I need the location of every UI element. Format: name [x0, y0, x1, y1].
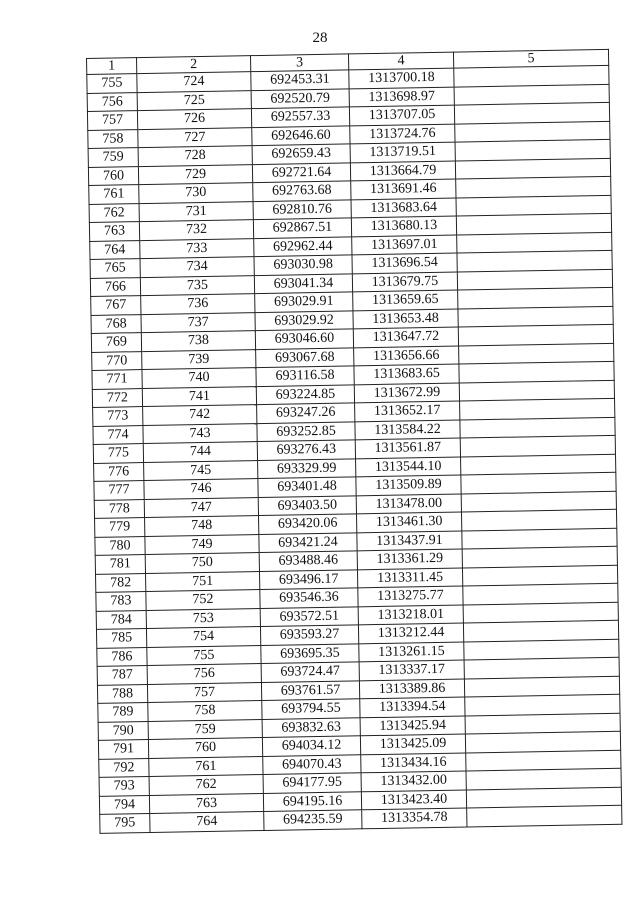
x-coordinate-cell: 694177.95: [263, 773, 361, 793]
index-cell: 724: [137, 72, 251, 92]
x-coordinate-cell: 694195.16: [263, 791, 361, 811]
index-cell: 747: [144, 497, 258, 517]
x-coordinate-cell: 693761.57: [261, 680, 359, 700]
point-number-cell: 757: [87, 111, 137, 130]
y-coordinate-cell: 1313680.13: [351, 216, 456, 236]
index-cell: 743: [143, 423, 257, 443]
point-number-cell: 779: [95, 518, 145, 537]
y-coordinate-cell: 1313394.54: [360, 697, 465, 717]
x-coordinate-cell: 692810.76: [253, 199, 351, 219]
y-coordinate-cell: 1313683.65: [354, 364, 459, 384]
x-coordinate-cell: 693420.06: [259, 514, 357, 534]
x-coordinate-cell: 694034.12: [262, 736, 360, 756]
point-number-cell: 775: [93, 444, 143, 463]
point-number-cell: 773: [93, 407, 143, 426]
x-coordinate-cell: 692962.44: [254, 236, 352, 256]
index-cell: 727: [138, 127, 252, 147]
x-coordinate-cell: 693724.47: [261, 662, 359, 682]
x-coordinate-cell: 693403.50: [258, 495, 356, 515]
point-number-cell: 793: [99, 777, 149, 796]
y-coordinate-cell: 1313724.76: [350, 124, 455, 144]
x-coordinate-cell: 693572.51: [260, 606, 358, 626]
index-cell: 725: [137, 90, 251, 110]
point-number-cell: 776: [94, 462, 144, 481]
y-coordinate-cell: 1313664.79: [350, 161, 455, 181]
x-coordinate-cell: 693041.34: [254, 273, 352, 293]
point-number-cell: 787: [97, 666, 147, 685]
x-coordinate-cell: 693276.43: [257, 440, 355, 460]
y-coordinate-cell: 1313700.18: [349, 68, 454, 88]
y-coordinate-cell: 1313672.99: [354, 383, 459, 403]
point-number-cell: 790: [98, 721, 148, 740]
x-coordinate-cell: 693695.35: [261, 643, 359, 663]
index-cell: 729: [138, 164, 252, 184]
y-coordinate-cell: 1313434.16: [361, 752, 466, 772]
x-coordinate-cell: 693832.63: [262, 717, 360, 737]
index-cell: 763: [149, 793, 263, 813]
index-cell: 735: [140, 275, 254, 295]
y-coordinate-cell: 1313647.72: [353, 327, 458, 347]
index-cell: 764: [150, 812, 264, 832]
point-number-cell: 783: [96, 592, 146, 611]
point-number-cell: 788: [97, 684, 147, 703]
column-header-1: 1: [87, 58, 137, 75]
x-coordinate-cell: 693252.85: [257, 421, 355, 441]
y-coordinate-cell: 1313659.65: [353, 290, 458, 310]
column-header-2: 2: [137, 56, 251, 74]
x-coordinate-cell: 693116.58: [256, 366, 354, 386]
point-number-cell: 789: [98, 703, 148, 722]
index-cell: 731: [139, 201, 253, 221]
index-cell: 737: [141, 312, 255, 332]
point-number-cell: 765: [90, 259, 140, 278]
index-cell: 754: [146, 627, 260, 647]
table-body: [87, 65, 622, 832]
x-coordinate-cell: 692646.60: [252, 125, 350, 145]
point-number-cell: 756: [87, 92, 137, 111]
point-number-cell: 785: [96, 629, 146, 648]
index-cell: 758: [148, 701, 262, 721]
index-cell: 738: [141, 331, 255, 351]
y-coordinate-cell: 1313696.54: [352, 253, 457, 273]
point-number-cell: 781: [95, 555, 145, 574]
point-number-cell: 782: [96, 573, 146, 592]
x-coordinate-cell: 693030.98: [254, 255, 352, 275]
y-coordinate-cell: 1313697.01: [352, 235, 457, 255]
index-cell: 761: [149, 756, 263, 776]
x-coordinate-cell: 693794.55: [262, 699, 360, 719]
index-cell: 756: [147, 664, 261, 684]
x-coordinate-cell: 693593.27: [260, 625, 358, 645]
y-coordinate-cell: 1313212.44: [358, 623, 463, 643]
note-cell: [467, 805, 622, 826]
column-header-5: 5: [453, 49, 608, 68]
index-cell: 732: [139, 220, 253, 240]
y-coordinate-cell: 1313707.05: [349, 105, 454, 125]
y-coordinate-cell: 1313311.45: [357, 568, 462, 588]
y-coordinate-cell: 1313683.64: [351, 198, 456, 218]
index-cell: 752: [146, 590, 260, 610]
x-coordinate-cell: 693421.24: [259, 532, 357, 552]
y-coordinate-cell: 1313423.40: [361, 789, 466, 809]
x-coordinate-cell: 693029.91: [255, 292, 353, 312]
index-cell: 745: [144, 460, 258, 480]
point-number-cell: 763: [89, 222, 139, 241]
y-coordinate-cell: 1313691.46: [351, 179, 456, 199]
point-number-cell: 771: [92, 370, 142, 389]
index-cell: 757: [147, 682, 261, 702]
index-cell: 733: [140, 238, 254, 258]
y-coordinate-cell: 1313218.01: [358, 605, 463, 625]
x-coordinate-cell: 693488.46: [259, 551, 357, 571]
point-number-cell: 762: [89, 203, 139, 222]
y-coordinate-cell: 1313544.10: [356, 457, 461, 477]
y-coordinate-cell: 1313437.91: [357, 531, 462, 551]
point-number-cell: 786: [97, 647, 147, 666]
x-coordinate-cell: 693247.26: [257, 403, 355, 423]
index-cell: 741: [142, 386, 256, 406]
column-header-3: 3: [250, 54, 348, 72]
point-number-cell: 784: [96, 610, 146, 629]
index-cell: 750: [145, 553, 259, 573]
x-coordinate-cell: 692453.31: [251, 70, 349, 90]
y-coordinate-cell: 1313275.77: [358, 586, 463, 606]
point-number-cell: 792: [99, 758, 149, 777]
x-coordinate-cell: 692867.51: [253, 218, 351, 238]
y-coordinate-cell: 1313653.48: [353, 309, 458, 329]
point-number-cell: 766: [90, 277, 140, 296]
point-number-cell: 778: [94, 499, 144, 518]
point-number-cell: 755: [87, 74, 137, 93]
point-number-cell: 767: [91, 296, 141, 315]
x-coordinate-cell: 693496.17: [259, 569, 357, 589]
y-coordinate-cell: 1313679.75: [352, 272, 457, 292]
point-number-cell: 770: [92, 351, 142, 370]
point-number-cell: 759: [88, 148, 138, 167]
x-coordinate-cell: 692763.68: [253, 181, 351, 201]
point-number-cell: 795: [100, 814, 150, 833]
point-number-cell: 760: [88, 166, 138, 185]
y-coordinate-cell: 1313389.86: [359, 678, 464, 698]
x-coordinate-cell: 693067.68: [256, 347, 354, 367]
x-coordinate-cell: 693401.48: [258, 477, 356, 497]
x-coordinate-cell: 692659.43: [252, 144, 350, 164]
point-number-cell: 794: [99, 795, 149, 814]
point-number-cell: 769: [91, 333, 141, 352]
y-coordinate-cell: 1313261.15: [359, 641, 464, 661]
index-cell: 730: [139, 183, 253, 203]
index-cell: 751: [145, 571, 259, 591]
coordinates-table-container: [86, 49, 621, 833]
index-cell: 740: [142, 368, 256, 388]
index-cell: 734: [140, 257, 254, 277]
index-cell: 746: [144, 479, 258, 499]
point-number-cell: 774: [93, 425, 143, 444]
point-number-cell: 761: [89, 185, 139, 204]
index-cell: 753: [146, 608, 260, 628]
x-coordinate-cell: 694235.59: [264, 810, 362, 830]
x-coordinate-cell: 692520.79: [251, 88, 349, 108]
point-number-cell: 780: [95, 536, 145, 555]
y-coordinate-cell: 1313584.22: [355, 420, 460, 440]
y-coordinate-cell: 1313354.78: [362, 808, 467, 828]
y-coordinate-cell: 1313509.89: [356, 475, 461, 495]
x-coordinate-cell: 692721.64: [252, 162, 350, 182]
y-coordinate-cell: 1313461.30: [356, 512, 461, 532]
y-coordinate-cell: 1313478.00: [356, 494, 461, 514]
x-coordinate-cell: 693329.99: [258, 458, 356, 478]
point-number-cell: 777: [94, 481, 144, 500]
index-cell: 759: [148, 719, 262, 739]
index-cell: 736: [141, 294, 255, 314]
x-coordinate-cell: 693029.92: [255, 310, 353, 330]
index-cell: 760: [148, 738, 262, 758]
index-cell: 748: [145, 516, 259, 536]
index-cell: 742: [143, 405, 257, 425]
y-coordinate-cell: 1313425.09: [360, 734, 465, 754]
index-cell: 726: [137, 109, 251, 129]
index-cell: 762: [149, 775, 263, 795]
page-number: 28: [312, 30, 328, 46]
index-cell: 728: [138, 146, 252, 166]
column-header-4: 4: [348, 52, 453, 70]
y-coordinate-cell: 1313337.17: [359, 660, 464, 680]
point-number-cell: 791: [98, 740, 148, 759]
y-coordinate-cell: 1313425.94: [360, 715, 465, 735]
y-coordinate-cell: 1313656.66: [354, 346, 459, 366]
point-number-cell: 772: [92, 388, 142, 407]
y-coordinate-cell: 1313719.51: [350, 142, 455, 162]
index-cell: 755: [147, 645, 261, 665]
x-coordinate-cell: 694070.43: [263, 754, 361, 774]
y-coordinate-cell: 1313361.29: [357, 549, 462, 569]
x-coordinate-cell: 693546.36: [260, 588, 358, 608]
x-coordinate-cell: 693046.60: [255, 329, 353, 349]
y-coordinate-cell: 1313698.97: [349, 87, 454, 107]
y-coordinate-cell: 1313652.17: [355, 401, 460, 421]
x-coordinate-cell: 692557.33: [251, 107, 349, 127]
index-cell: 749: [145, 534, 259, 554]
y-coordinate-cell: 1313561.87: [355, 438, 460, 458]
y-coordinate-cell: 1313432.00: [361, 771, 466, 791]
index-cell: 744: [143, 442, 257, 462]
x-coordinate-cell: 693224.85: [256, 384, 354, 404]
point-number-cell: 764: [90, 240, 140, 259]
point-number-cell: 768: [91, 314, 141, 333]
point-number-cell: 758: [88, 129, 138, 148]
coordinates-table: [86, 49, 622, 834]
index-cell: 739: [142, 349, 256, 369]
